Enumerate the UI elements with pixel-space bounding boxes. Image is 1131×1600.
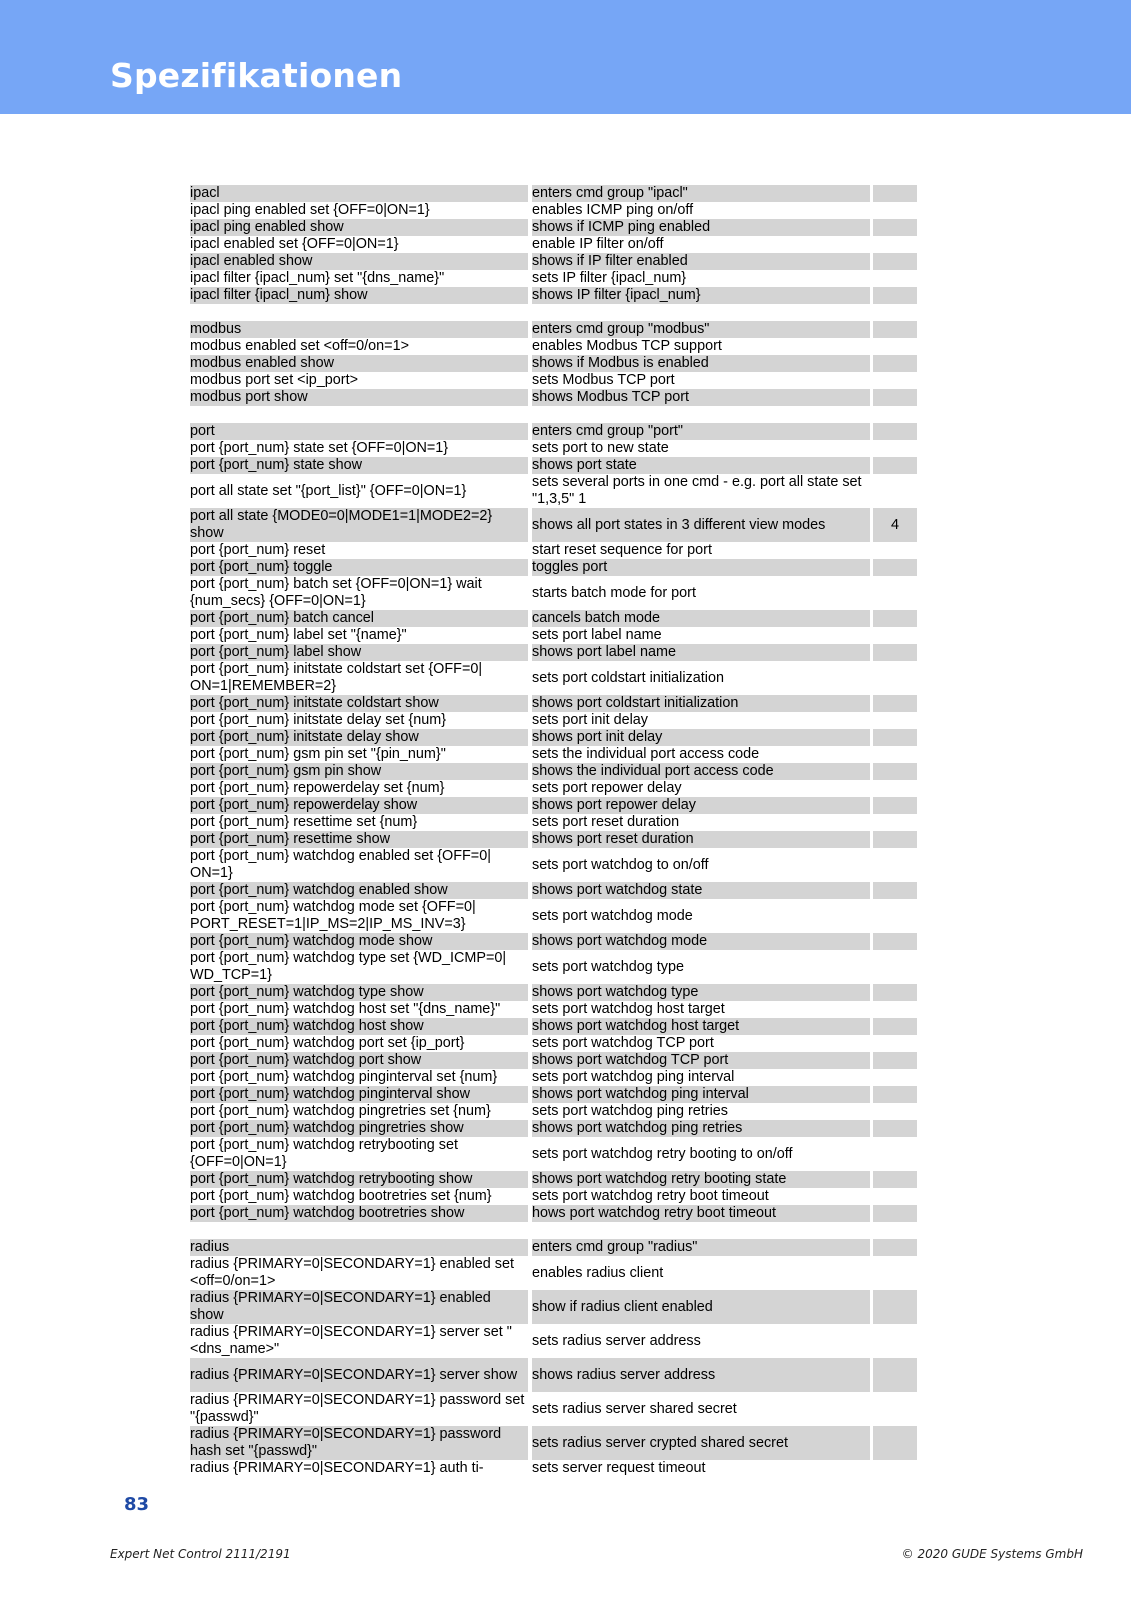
command-cell: port {port_num} watchdog mode set {OFF=0| PORT_RESET=1|IP_MS=2|IP_MS_INV=3}	[190, 899, 476, 932]
command-cell: port {port_num} watchdog bootretries set {num}	[190, 1188, 492, 1204]
reference-cell	[873, 474, 917, 508]
table-row	[190, 372, 917, 389]
reference-cell	[873, 1392, 917, 1426]
command-cell: port {port_num} initstate delay show	[190, 729, 528, 746]
table-row	[190, 661, 917, 695]
reference-cell	[873, 695, 917, 712]
description-cell: enables radius client	[532, 1264, 664, 1281]
description-cell: sets port watchdog type	[532, 958, 684, 975]
table-row	[190, 508, 917, 542]
reference-cell	[873, 1460, 917, 1477]
table-row	[190, 1035, 917, 1052]
command-cell: port {port_num} label set "{name}"	[190, 627, 407, 643]
command-cell: port {port_num} watchdog enabled show	[190, 882, 528, 899]
reference-cell	[873, 1358, 917, 1392]
description-cell: shows IP filter {ipacl_num}	[532, 287, 701, 303]
table-row	[190, 1239, 917, 1256]
reference-cell	[873, 576, 917, 610]
table-row	[190, 389, 917, 406]
table-spacer	[190, 1222, 917, 1239]
reference-cell	[873, 1205, 917, 1222]
table-row	[190, 899, 917, 933]
description-cell: sets the individual port access code	[532, 746, 760, 762]
table-row	[190, 202, 917, 219]
reference-cell	[873, 1324, 917, 1358]
table-row	[190, 1052, 917, 1069]
command-cell: port all state set "{port_list}" {OFF=0|ON=1}	[190, 482, 467, 499]
table-row	[190, 1018, 917, 1035]
command-cell: port	[190, 423, 528, 440]
table-row	[190, 338, 917, 355]
table-row	[190, 1120, 917, 1137]
description-cell: sets radius server shared secret	[532, 1400, 737, 1417]
command-cell: radius	[190, 1239, 528, 1256]
table-row	[190, 1426, 917, 1460]
table-row	[190, 712, 917, 729]
description-cell: shows all port states in 3 different view modes	[532, 516, 826, 533]
description-cell: enters cmd group "radius"	[532, 1239, 698, 1255]
reference-cell	[873, 950, 917, 984]
reference-cell	[873, 372, 917, 389]
command-cell: port {port_num} watchdog enabled set {OFF=0| ON=1}	[190, 848, 491, 881]
description-cell: sets port init delay	[532, 712, 648, 728]
reference-cell	[873, 1035, 917, 1052]
table-row	[190, 950, 917, 984]
table-row	[190, 780, 917, 797]
reference-cell	[873, 627, 917, 644]
command-cell: port {port_num} state set {OFF=0|ON=1}	[190, 440, 449, 456]
command-cell: port {port_num} watchdog type show	[190, 984, 528, 1001]
table-row	[190, 457, 917, 474]
command-cell: port {port_num} watchdog bootretries show	[190, 1205, 528, 1222]
table-row	[190, 1001, 917, 1018]
reference-cell	[873, 1171, 917, 1188]
command-cell: port all state {MODE0=0|MODE1=1|MODE2=2} show	[190, 508, 528, 542]
command-cell: port {port_num} gsm pin set "{pin_num}"	[190, 746, 446, 762]
description-cell: start reset sequence for port	[532, 542, 712, 558]
description-cell: shows port coldstart initialization	[532, 695, 739, 711]
reference-cell	[873, 814, 917, 831]
description-cell: enables Modbus TCP support	[532, 338, 722, 354]
description-cell: sets port watchdog TCP port	[532, 1035, 714, 1051]
table-row	[190, 559, 917, 576]
table-row	[190, 1324, 917, 1358]
command-cell: ipacl filter {ipacl_num} show	[190, 287, 528, 304]
command-cell: port {port_num} watchdog pingretries set {num}	[190, 1103, 491, 1119]
description-cell: enables ICMP ping on/off	[532, 202, 694, 218]
table-row	[190, 644, 917, 661]
description-cell: sets port watchdog retry boot timeout	[532, 1188, 769, 1204]
description-cell: sets port label name	[532, 627, 662, 643]
command-cell: port {port_num} batch set {OFF=0|ON=1} wait {num_secs} {OFF=0|ON=1}	[190, 576, 482, 609]
command-cell: ipacl ping enabled set {OFF=0|ON=1}	[190, 202, 430, 218]
command-cell: port {port_num} batch cancel	[190, 610, 528, 627]
reference-cell	[873, 542, 917, 559]
reference-cell	[873, 610, 917, 627]
description-cell: shows port label name	[532, 644, 676, 660]
description-cell: sets port reset duration	[532, 814, 680, 830]
reference-cell	[873, 882, 917, 899]
description-cell: shows port watchdog ping interval	[532, 1086, 749, 1102]
table-row	[190, 1103, 917, 1120]
command-cell: port {port_num} watchdog type set {WD_ICMP=0| WD_TCP=1}	[190, 950, 507, 983]
command-cell: port {port_num} watchdog port set {ip_port}	[190, 1035, 465, 1051]
description-cell: cancels batch mode	[532, 610, 660, 626]
command-cell: port {port_num} state show	[190, 457, 528, 474]
description-cell: shows port watchdog host target	[532, 1018, 740, 1034]
description-cell: shows if ICMP ping enabled	[532, 219, 711, 235]
page-number: 83	[124, 1494, 150, 1515]
description-cell: sets port watchdog ping retries	[532, 1103, 728, 1119]
table-row	[190, 1188, 917, 1205]
table-row	[190, 1290, 917, 1324]
reference-cell	[873, 338, 917, 355]
command-cell: modbus	[190, 321, 528, 338]
description-cell: sets Modbus TCP port	[532, 372, 675, 388]
table-row	[190, 185, 917, 202]
command-cell: port {port_num} resettime set {num}	[190, 814, 418, 830]
command-cell: port {port_num} watchdog pinginterval show	[190, 1086, 528, 1103]
reference-cell	[873, 780, 917, 797]
command-cell: modbus port show	[190, 389, 528, 406]
reference-cell	[873, 202, 917, 219]
table-spacer	[190, 406, 917, 423]
description-cell: sets radius server address	[532, 1332, 701, 1349]
command-cell: ipacl ping enabled show	[190, 219, 528, 236]
command-cell: port {port_num} initstate coldstart show	[190, 695, 528, 712]
description-cell: sets port watchdog ping interval	[532, 1069, 735, 1085]
command-cell: port {port_num} toggle	[190, 559, 528, 576]
command-cell: radius {PRIMARY=0|SECONDARY=1} enabled show	[190, 1290, 528, 1324]
description-cell: shows if Modbus is enabled	[532, 355, 709, 371]
reference-cell	[873, 185, 917, 202]
command-cell: radius {PRIMARY=0|SECONDARY=1} password hash set "{passwd}"	[190, 1426, 528, 1460]
reference-cell	[873, 270, 917, 287]
description-cell: sets port watchdog to on/off	[532, 856, 709, 873]
reference-cell	[873, 1290, 917, 1324]
table-row	[190, 321, 917, 338]
description-cell: shows port reset duration	[532, 831, 694, 847]
command-cell: ipacl enabled show	[190, 253, 528, 270]
reference-cell: 4	[890, 516, 899, 533]
command-cell: port {port_num} watchdog pinginterval set {num}	[190, 1069, 498, 1085]
reference-cell	[873, 1137, 917, 1171]
table-spacer	[190, 304, 917, 321]
table-row	[190, 882, 917, 899]
command-cell: modbus port set <ip_port>	[190, 372, 358, 388]
description-cell: shows port watchdog retry booting state	[532, 1171, 787, 1187]
description-cell: sets server request timeout	[532, 1460, 706, 1476]
command-cell: port {port_num} initstate coldstart set {OFF=0| ON=1|REMEMBER=2}	[190, 661, 483, 694]
description-cell: show if radius client enabled	[532, 1298, 713, 1315]
table-row	[190, 814, 917, 831]
command-cell: port {port_num} watchdog host show	[190, 1018, 528, 1035]
description-cell: sets port watchdog mode	[532, 907, 693, 924]
reference-cell	[873, 440, 917, 457]
table-row	[190, 746, 917, 763]
reference-cell	[873, 1069, 917, 1086]
table-row	[190, 627, 917, 644]
description-cell: shows port watchdog state	[532, 882, 703, 898]
command-cell: port {port_num} gsm pin show	[190, 763, 528, 780]
table-row	[190, 287, 917, 304]
command-cell: port {port_num} watchdog retrybooting set {OFF=0|ON=1}	[190, 1137, 458, 1170]
reference-cell	[873, 219, 917, 236]
reference-cell	[873, 763, 917, 780]
table-row	[190, 695, 917, 712]
page-title: Spezifikationen	[110, 56, 403, 95]
reference-cell	[873, 831, 917, 848]
command-cell: ipacl	[190, 185, 528, 202]
description-cell: sets port coldstart initialization	[532, 669, 724, 686]
command-table	[190, 185, 917, 1477]
description-cell: enters cmd group "modbus"	[532, 321, 710, 337]
table-row	[190, 933, 917, 950]
description-cell: toggles port	[532, 559, 608, 575]
reference-cell	[873, 1086, 917, 1103]
table-row	[190, 984, 917, 1001]
description-cell: shows port watchdog mode	[532, 933, 708, 949]
description-cell: shows port state	[532, 457, 637, 473]
command-cell: ipacl filter {ipacl_num} set "{dns_name}"	[190, 270, 445, 286]
description-cell: enters cmd group "ipacl"	[532, 185, 688, 201]
reference-cell	[873, 389, 917, 406]
description-cell: sets IP filter {ipacl_num}	[532, 270, 687, 286]
table-row	[190, 848, 917, 882]
table-row	[190, 1069, 917, 1086]
table-row	[190, 1358, 917, 1392]
table-row	[190, 1137, 917, 1171]
table-row	[190, 270, 917, 287]
table-row	[190, 219, 917, 236]
table-row	[190, 355, 917, 372]
reference-cell	[873, 797, 917, 814]
table-row	[190, 576, 917, 610]
table-row	[190, 797, 917, 814]
description-cell: sets several ports in one cmd - e.g. port all state set "1,3,5" 1	[532, 474, 862, 507]
table-row	[190, 253, 917, 270]
description-cell: sets port watchdog host target	[532, 1001, 725, 1017]
command-cell: ipacl enabled set {OFF=0|ON=1}	[190, 236, 399, 252]
command-cell: port {port_num} watchdog retrybooting show	[190, 1171, 528, 1188]
reference-cell	[873, 253, 917, 270]
description-cell: shows Modbus TCP port	[532, 389, 690, 405]
description-cell: shows port watchdog type	[532, 984, 699, 1000]
reference-cell	[873, 1103, 917, 1120]
reference-cell	[873, 321, 917, 338]
reference-cell	[873, 746, 917, 763]
command-cell: radius {PRIMARY=0|SECONDARY=1} server set "<dns_name>"	[190, 1324, 512, 1357]
footer-copyright: © 2020 GUDE Systems GmbH	[901, 1547, 1083, 1561]
command-cell: port {port_num} resettime show	[190, 831, 528, 848]
table-row	[190, 1392, 917, 1426]
reference-cell	[873, 899, 917, 933]
table-row	[190, 1256, 917, 1290]
command-cell: port {port_num} repowerdelay set {num}	[190, 780, 445, 796]
command-cell: modbus enabled set <off=0/on=1>	[190, 338, 409, 354]
command-cell: port {port_num} watchdog port show	[190, 1052, 528, 1069]
table-row	[190, 1460, 917, 1477]
table-row	[190, 763, 917, 780]
table-row	[190, 423, 917, 440]
command-cell: port {port_num} watchdog mode show	[190, 933, 528, 950]
reference-cell	[873, 933, 917, 950]
command-cell: port {port_num} repowerdelay show	[190, 797, 528, 814]
table-row	[190, 831, 917, 848]
table-row	[190, 610, 917, 627]
reference-cell	[873, 661, 917, 695]
description-cell: shows port watchdog ping retries	[532, 1120, 743, 1136]
table-row	[190, 1171, 917, 1188]
reference-cell	[873, 729, 917, 746]
table-row	[190, 542, 917, 559]
reference-cell	[873, 644, 917, 661]
description-cell: enters cmd group "port"	[532, 423, 683, 439]
reference-cell	[873, 236, 917, 253]
page-header-band	[0, 0, 1131, 114]
description-cell: shows port repower delay	[532, 797, 696, 813]
table-row	[190, 440, 917, 457]
command-cell: port {port_num} initstate delay set {num}	[190, 712, 446, 728]
reference-cell	[873, 1120, 917, 1137]
reference-cell	[873, 1256, 917, 1290]
reference-cell	[873, 1426, 917, 1460]
command-cell: port {port_num} label show	[190, 644, 528, 661]
description-cell: sets port to new state	[532, 440, 669, 456]
reference-cell	[873, 1018, 917, 1035]
reference-cell	[873, 1052, 917, 1069]
reference-cell	[873, 423, 917, 440]
description-cell: hows port watchdog retry boot timeout	[532, 1205, 776, 1221]
command-cell: radius {PRIMARY=0|SECONDARY=1} auth ti-	[190, 1460, 484, 1476]
table-row	[190, 236, 917, 253]
description-cell: shows port watchdog TCP port	[532, 1052, 729, 1068]
description-cell: shows the individual port access code	[532, 763, 774, 779]
command-cell: radius {PRIMARY=0|SECONDARY=1} server show	[190, 1358, 528, 1392]
description-cell: shows radius server address	[532, 1366, 716, 1383]
reference-cell	[873, 457, 917, 474]
reference-cell	[873, 848, 917, 882]
reference-cell	[873, 984, 917, 1001]
command-cell: port {port_num} reset	[190, 542, 326, 558]
description-cell: enable IP filter on/off	[532, 236, 664, 252]
description-cell: shows port init delay	[532, 729, 663, 745]
reference-cell	[873, 355, 917, 372]
table-row	[190, 1205, 917, 1222]
description-cell: shows if IP filter enabled	[532, 253, 688, 269]
table-row	[190, 729, 917, 746]
reference-cell	[873, 1001, 917, 1018]
command-cell: radius {PRIMARY=0|SECONDARY=1} enabled set <off=0/on=1>	[190, 1256, 514, 1289]
description-cell: sets port watchdog retry booting to on/off	[532, 1145, 793, 1162]
command-cell: port {port_num} watchdog pingretries show	[190, 1120, 528, 1137]
command-cell: port {port_num} watchdog host set "{dns_name}"	[190, 1001, 501, 1017]
description-cell: starts batch mode for port	[532, 584, 696, 601]
footer-product-name: Expert Net Control 2111/2191	[110, 1547, 291, 1561]
table-row	[190, 474, 917, 508]
reference-cell	[873, 287, 917, 304]
reference-cell	[873, 712, 917, 729]
reference-cell	[873, 559, 917, 576]
command-cell: radius {PRIMARY=0|SECONDARY=1} password set "{passwd}"	[190, 1392, 525, 1425]
reference-cell	[873, 1188, 917, 1205]
reference-cell	[873, 1239, 917, 1256]
description-cell: sets radius server crypted shared secret	[532, 1434, 788, 1451]
command-cell: modbus enabled show	[190, 355, 528, 372]
table-row	[190, 1086, 917, 1103]
description-cell: sets port repower delay	[532, 780, 682, 796]
